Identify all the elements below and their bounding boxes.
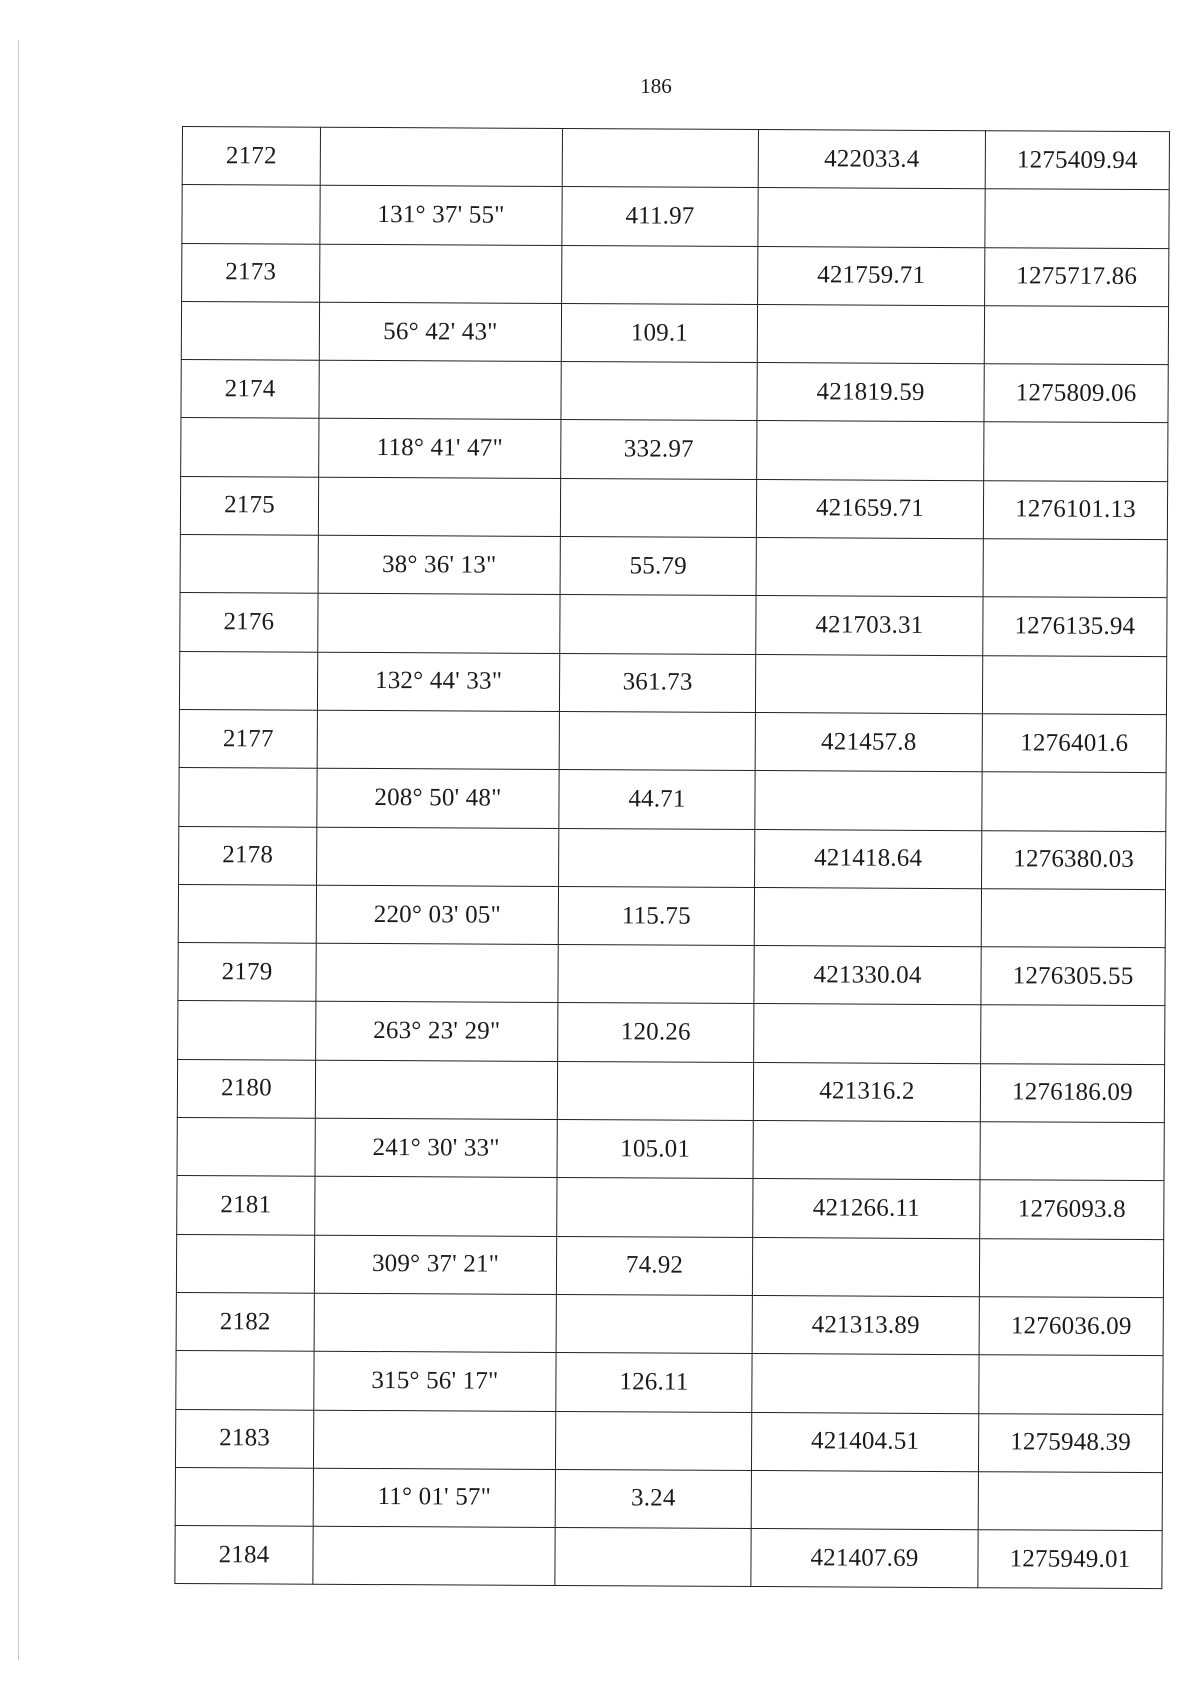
easting-cell: 421457.8	[755, 712, 982, 771]
distance-cell: 115.75	[558, 886, 754, 945]
easting-cell	[758, 188, 985, 247]
station-cell: 2182	[176, 1292, 314, 1351]
northing-cell	[982, 772, 1166, 831]
station-cell	[180, 535, 318, 594]
distance-cell	[555, 1411, 751, 1470]
bearing-cell: 118° 41' 47"	[319, 419, 561, 479]
station-cell: 2175	[180, 476, 318, 535]
bearing-cell	[318, 477, 560, 537]
traverse-row	[176, 1234, 1163, 1297]
station-cell	[181, 418, 319, 477]
station-cell	[181, 301, 319, 360]
station-cell: 2177	[179, 709, 317, 768]
scan-margin-line	[18, 40, 19, 1660]
easting-cell	[757, 304, 984, 363]
bearing-cell	[317, 710, 559, 770]
easting-cell: 421404.51	[751, 1412, 978, 1471]
bearing-cell	[320, 127, 562, 187]
bearing-cell: 315° 56' 17"	[314, 1351, 556, 1411]
northing-cell: 1275809.06	[984, 364, 1168, 423]
distance-cell: 126.11	[556, 1353, 752, 1412]
station-row	[180, 476, 1167, 539]
traverse-row	[180, 535, 1167, 598]
easting-cell: 421313.89	[752, 1295, 979, 1354]
distance-cell: 74.92	[556, 1236, 752, 1295]
bearing-cell	[313, 1410, 555, 1470]
bearing-cell: 220° 03' 05"	[316, 885, 558, 945]
bearing-cell	[314, 1293, 556, 1353]
bearing-cell	[316, 943, 558, 1003]
easting-cell	[754, 887, 981, 946]
northing-cell	[980, 1122, 1164, 1181]
bearing-cell: 132° 44' 33"	[317, 652, 559, 712]
easting-cell	[752, 1237, 979, 1296]
northing-cell	[981, 889, 1165, 948]
easting-cell: 421703.31	[756, 596, 983, 655]
station-row	[175, 1409, 1162, 1472]
station-cell: 2183	[175, 1409, 313, 1468]
traverse-row	[178, 1001, 1165, 1064]
northing-cell	[983, 539, 1167, 598]
northing-cell: 1275949.01	[978, 1530, 1162, 1589]
easting-cell	[751, 1470, 978, 1529]
easting-cell	[752, 1354, 979, 1413]
page-number: 186	[640, 74, 672, 98]
easting-cell: 422033.4	[758, 130, 985, 189]
northing-cell: 1276101.13	[983, 480, 1167, 539]
northing-cell: 1275409.94	[985, 131, 1169, 190]
distance-cell	[558, 945, 754, 1004]
easting-cell: 421759.71	[758, 246, 985, 305]
station-row	[180, 593, 1167, 656]
station-row	[182, 243, 1169, 306]
station-cell: 2176	[180, 593, 318, 652]
station-row	[178, 943, 1165, 1006]
bearing-cell	[319, 360, 561, 420]
station-cell	[176, 1351, 314, 1410]
bearing-cell	[320, 244, 562, 304]
northing-cell	[985, 189, 1169, 248]
easting-cell: 421266.11	[753, 1179, 980, 1238]
easting-cell: 421819.59	[757, 363, 984, 422]
bearing-cell: 263° 23' 29"	[316, 1002, 558, 1062]
station-row	[177, 1176, 1164, 1239]
traverse-row	[177, 1118, 1164, 1181]
distance-cell	[559, 711, 755, 770]
easting-cell	[753, 1121, 980, 1180]
station-row	[177, 1059, 1164, 1122]
station-cell	[179, 768, 317, 827]
station-cell	[175, 1467, 313, 1526]
distance-cell: 44.71	[559, 770, 755, 829]
station-row	[181, 360, 1168, 423]
northing-cell: 1276036.09	[979, 1297, 1163, 1356]
station-cell: 2173	[182, 243, 320, 302]
northing-cell	[984, 306, 1168, 365]
northing-cell	[979, 1238, 1163, 1297]
distance-cell: 120.26	[558, 1003, 754, 1062]
station-cell: 2180	[177, 1059, 315, 1118]
traverse-row	[179, 768, 1166, 831]
station-cell	[176, 1234, 314, 1293]
traverse-row	[181, 301, 1168, 364]
distance-cell	[562, 245, 758, 304]
traverse-row	[179, 651, 1166, 714]
easting-cell: 421330.04	[754, 946, 981, 1005]
distance-cell	[562, 128, 758, 187]
distance-cell: 109.1	[561, 303, 757, 362]
easting-cell: 421316.2	[753, 1062, 980, 1121]
traverse-row	[176, 1351, 1163, 1414]
station-row	[179, 826, 1166, 889]
easting-cell: 421407.69	[751, 1529, 978, 1588]
distance-cell	[560, 595, 756, 654]
distance-cell: 55.79	[560, 537, 756, 596]
station-cell: 2179	[178, 943, 316, 1002]
station-row	[182, 127, 1169, 190]
northing-cell: 1276093.8	[980, 1180, 1164, 1239]
northing-cell	[978, 1472, 1162, 1531]
northing-cell: 1275717.86	[985, 247, 1169, 306]
easting-cell	[755, 771, 982, 830]
easting-cell: 421659.71	[756, 479, 983, 538]
bearing-cell	[315, 1177, 557, 1237]
station-cell: 2172	[182, 127, 320, 186]
bearing-cell	[313, 1526, 555, 1586]
bearing-cell: 208° 50' 48"	[317, 768, 559, 828]
northing-cell: 1276186.09	[980, 1063, 1164, 1122]
distance-cell: 3.24	[555, 1469, 751, 1528]
distance-cell	[561, 362, 757, 421]
survey-table-body	[175, 127, 1170, 1590]
northing-cell: 1276135.94	[983, 597, 1167, 656]
bearing-cell	[315, 1060, 557, 1120]
station-row	[175, 1526, 1162, 1589]
distance-cell: 361.73	[559, 653, 755, 712]
easting-cell	[755, 654, 982, 713]
distance-cell	[557, 1178, 753, 1237]
station-cell: 2174	[181, 360, 319, 419]
bearing-cell	[318, 594, 560, 654]
survey-coordinates-table	[174, 126, 1170, 1590]
bearing-cell: 241° 30' 33"	[315, 1118, 557, 1178]
station-cell	[178, 884, 316, 943]
distance-cell	[557, 1061, 753, 1120]
bearing-cell: 131° 37' 55"	[320, 186, 562, 246]
traverse-row	[178, 884, 1165, 947]
bearing-cell: 56° 42' 43"	[319, 302, 561, 362]
station-cell	[179, 651, 317, 710]
bearing-cell: 38° 36' 13"	[318, 535, 560, 595]
station-cell: 2181	[177, 1176, 315, 1235]
station-cell: 2184	[175, 1526, 313, 1585]
northing-cell: 1276401.6	[982, 714, 1166, 773]
northing-cell: 1276380.03	[982, 830, 1166, 889]
distance-cell	[560, 478, 756, 537]
easting-cell	[756, 538, 983, 597]
distance-cell: 411.97	[562, 187, 758, 246]
northing-cell: 1276305.55	[981, 947, 1165, 1006]
bearing-cell: 11° 01' 57"	[313, 1468, 555, 1528]
traverse-row	[182, 185, 1169, 248]
distance-cell	[555, 1528, 751, 1587]
distance-cell: 105.01	[557, 1120, 753, 1179]
northing-cell	[981, 1005, 1165, 1064]
bearing-cell: 309° 37' 21"	[314, 1235, 556, 1295]
traverse-row	[175, 1467, 1162, 1530]
northing-cell	[982, 655, 1166, 714]
easting-cell	[754, 1004, 981, 1063]
station-row	[176, 1292, 1163, 1355]
northing-cell: 1275948.39	[978, 1413, 1162, 1472]
station-cell	[182, 185, 320, 244]
easting-cell	[757, 421, 984, 480]
easting-cell: 421418.64	[755, 829, 982, 888]
distance-cell	[556, 1294, 752, 1353]
northing-cell	[984, 422, 1168, 481]
station-row	[179, 709, 1166, 772]
station-cell	[177, 1118, 315, 1177]
bearing-cell	[317, 827, 559, 887]
distance-cell	[559, 828, 755, 887]
northing-cell	[979, 1355, 1163, 1414]
traverse-row	[181, 418, 1168, 481]
station-cell	[178, 1001, 316, 1060]
station-cell: 2178	[179, 826, 317, 885]
distance-cell: 332.97	[561, 420, 757, 479]
